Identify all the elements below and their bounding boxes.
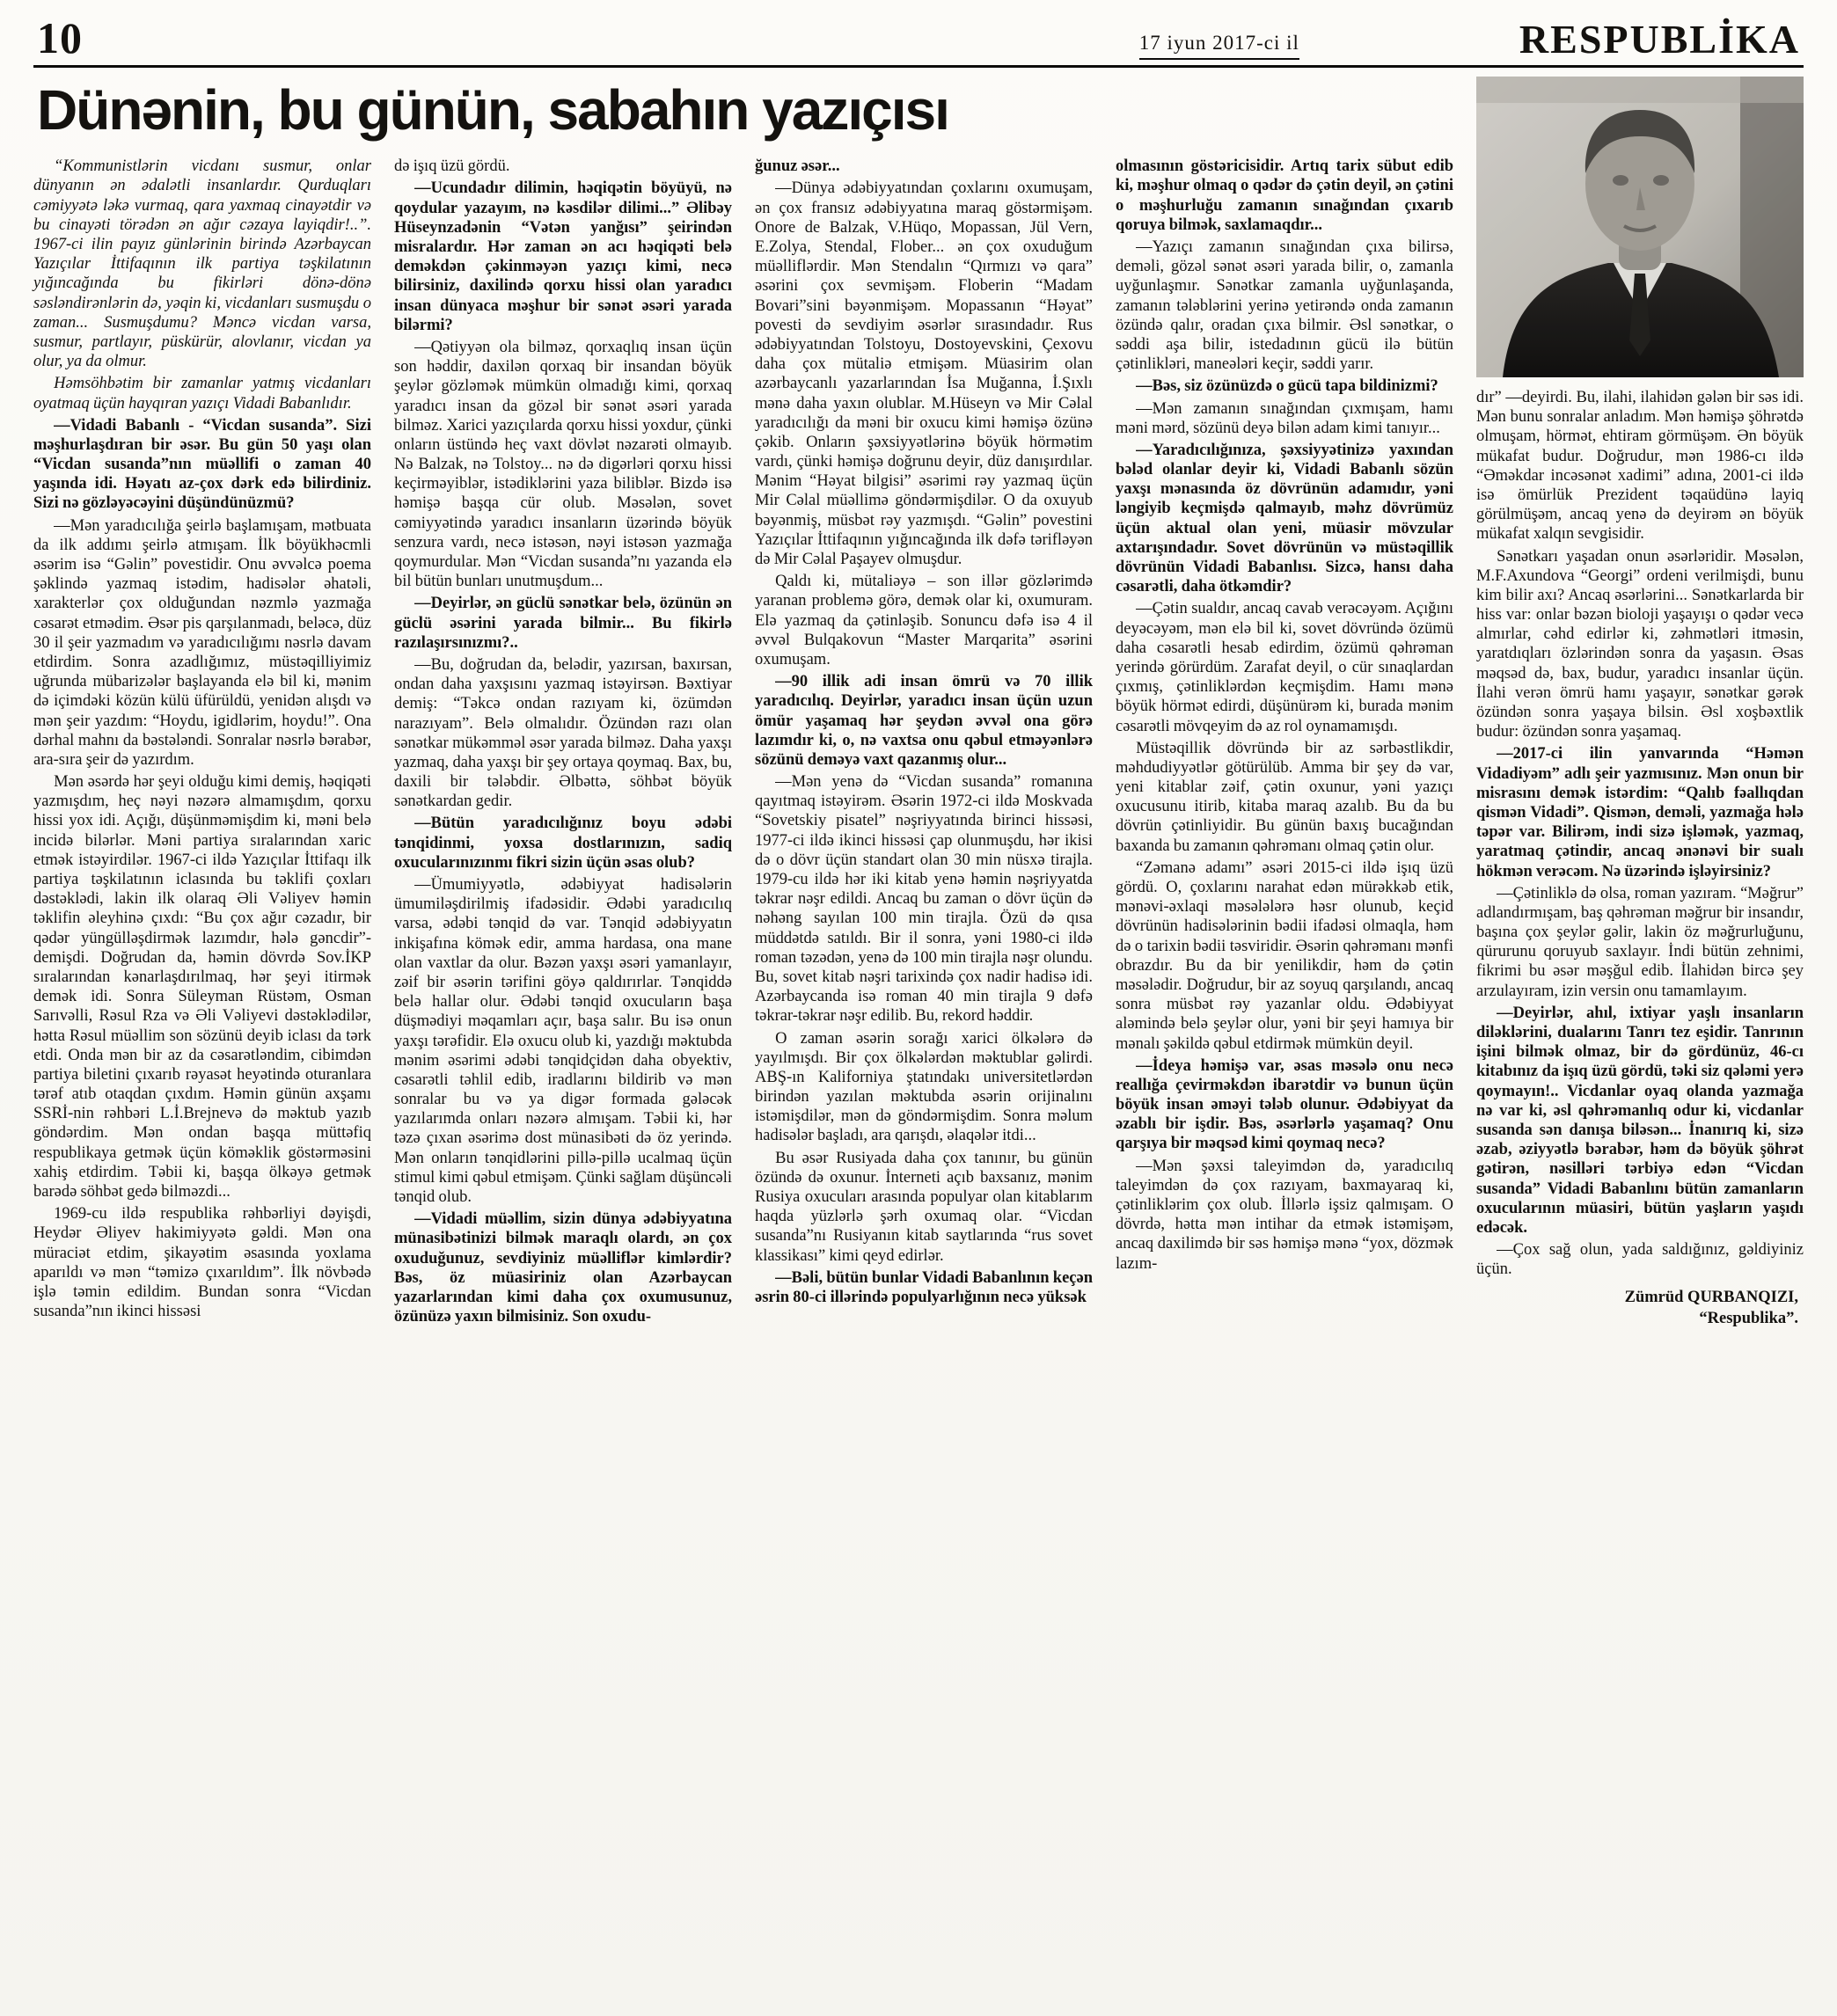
page-number: 10 bbox=[37, 13, 83, 62]
article-column-4 bbox=[1116, 157, 1453, 1329]
article-paragraph: —Vidadi Babanlı - “Vicdan susanda”. Sizi məşhurlaşdıran bir əsər. Bu gün 50 yaşı olan “Vicdan susanda”nın müəllifi o zaman 40 yaşında idi. Həyatı az-çox dərk edə bilirdiniz. Sizi nə gözləyəcəyini düşündünüzmü? bbox=[33, 416, 371, 513]
article-paragraph: —Bütün yaradıcılığınız boyu ədəbi tənqidinmi, yoxsa dostlarınızın, sadiq oxucularınızınmı fikri sizin üçün əsas olub? bbox=[394, 814, 732, 872]
article-paragraph: “Zəmanə adamı” əsəri 2015-ci ildə işıq üzü gördü. O, çoxlarını narahat edən mürəkkəb etik, mənəvi-əxlaqi məsələlərə həsr olunub, keçid dövrünün hadisələrinin bədii ifadəsi olmaqla, həm də o tarixin bədii təsviridir. Əsərin qəhrəmanı mənfi obrazdır. Bu da bir yenilikdir, həm də çətin məsələdir. Doğrudur, bir az soyuq qarşılandı, ancaq sonra müsbət rəy yazanlar oldu. Ədəbiyyat aləmində belə şeylər olur, yəni bir şeyi hamıya bir mənalı şəkildə qəbul etdirmək mümkün deyil. bbox=[1116, 858, 1453, 1053]
article-column-1 bbox=[33, 157, 371, 1329]
article-paragraph: —Mən zamanın sınağından çıxmışam, hamı məni mərd, sözünü deyə bilən adam kimi tanıyır... bbox=[1116, 399, 1453, 437]
article-columns bbox=[33, 157, 1453, 1329]
article-paragraph: —Yaradıcılığınıza, şəxsiyyətinizə yaxından bələd olanlar deyir ki, Vidadi Babanlı sözün yaxşı mənasında öz dövrünün adamıdır, yəni ləngiyib keçmişdə qalmayıb, məhz dövrümüz üçün aktual olan yeni, müasir mövzular axtarışındadır. Sovet dövrünün və müstəqillik dövrünün Vidadi Babanlısı. Sizcə, hansı daha cəsarətli, daha ötkəmdir? bbox=[1116, 441, 1453, 596]
article-paragraph: —Ucundadır dilimin, həqiqətin böyüyü, nə qoydular yazayım, nə kəsdilər dilimi...” Əlibəy Hüseynzadənin “Vətən yanğısı” şeirindən misralardır. Hər zaman ən acı həqiqəti belə deməkdən çəkinməyən yazıçı kimi, necə bilirsiniz, daxilində qorxu hissi olan yaradıcı insan dünyaca məşhur bir sənət əsəri yarada bilərmi? bbox=[394, 179, 732, 334]
article-paragraph: —Qətiyyən ola bilməz, qorxaqlıq insan üçün son həddir, daxilən qorxaq bir insandan böyük şeylər gözləmək mümkün olmadığı kimi, qorxaq yaradıcı insan da gözəl bir sənət əsəri yarada bilməz. Xarici yazıçılarda qorxu hissi yoxdur, çünki onların üstündə heç vaxt dövlət nəzarəti olmayıb. Nə Balzak, nə Tolstoy... nə də digərləri qorxu hissi keçirməyiblər, istədiklərini yaza biliblər. Bizdə isə həmişə başqa cür olub. Məsələn, sovet cəmiyyətində yaradıcı insanların üzərində böyük senzura vardı, necə istəsən, nəyi istəsən yazmağa qoymurdular. Mən “Vicdan susanda”nı yazanda elə bil bütün bunları unutmuşdum... bbox=[394, 338, 732, 591]
article-paragraph: —Mən yenə də “Vicdan susanda” romanına qayıtmaq istəyirəm. Əsərin 1972-ci ildə Moskvada “Sovetskiy pisatel” nəşriyyatında birinci hissəsi, 1977-ci ildə ikinci hissəsi çap olunmuşdu, hər ikisi də o dövr üçün standart olan 30 min nüsxə tirajla. 1979-cu ildə hər iki kitab yenə həmin nəşriyyatda təkrar nəşr edildi. Ancaq bu zaman o dövr üçün də nəhəng sayılan 100 min tirajla. Özü də qısa müddətdə satıldı. Bir il sonra, yəni 1980-ci ildə roman təzədən, yenə də 100 min tirajla nəşr olundu. Bu, sovet kitab nəşri tarixində çox nadir hadisə idi. Azərbaycanda isə roman 40 min tirajla 9 dəfə təkrar-təkrar nəşr edilib. Bu, rekord həddir. bbox=[755, 773, 1093, 1026]
page-header bbox=[33, 13, 1804, 68]
headline: Dünənin, bu günün, sabahın yazıçısı bbox=[37, 78, 948, 142]
article-paragraph: —Yazıçı zamanın sınağından çıxa bilirsə, deməli, gözəl sənət əsəri yarada bilir, o, zamanla uyğunlaşmır. Sənətkar zamanla uyğunlaşanda, zamanın tələblərini yerinə yetirəndə onda zamanın özündə qalır, oradan çıxa bilmir. Əsl sənətkar, o səddi aşa bilir, istedadının gücü ilə bütün çətinlikləri, maneələri keçir, səddi yarır. bbox=[1116, 238, 1453, 374]
article-paragraph: “Kommunistlərin vicdanı susmur, onlar dünyanın ən ədalətli insanlardır. Qurduqları cəmiyyətə ləkə vurmaq, qara yaxmaq cinayətdir və bu cinayəti törədən ən ağır cəzaya layiqdir!..”. 1967-ci ilin payız günlərinin birində Azərbaycan Yazıçılar İttifaqının ilk partiya təşkilatının yığıncağında bu fikirləri dönə-dönə səsləndirənlərin də, yəqin ki, vicdanları susmuşdu o zaman... Susmuşdumu? Məncə vicdan varsa, susmur, partlayır, püskürür, alovlanır, vicdan ya olur, ya da olmur. bbox=[33, 157, 371, 371]
article-paragraph: —Çətinliklə də olsa, roman yazıram. “Məğrur” adlandırmışam, baş qəhrəman məğrur bir insandır, başına çox şeylər gəlir, lakin öz məğrurluğunu, qürurunu qoruyub saxlayır. İndi bütün zehnimi, fikrimi bu əsər məşğul edib. İlahidən bircə şey arzulayıram, izin versin onu tamamlayım. bbox=[1476, 884, 1804, 1000]
article-paragraph: —Bəli, bütün bunlar Vidadi Babanlının keçən əsrin 80-ci illərində populyarlığının necə yüksək bbox=[755, 1268, 1093, 1306]
article-paragraph: dır” —deyirdi. Bu, ilahi, ilahidən gələn bir səs idi. Mən bunu sonralar anladım. Mən həmişə şöhrətdə olmuşam, hörmət, ehtiram görmüşəm. Ən böyük mükafat budur. Doğrudur, mən 1986-cı ildə “Əməkdar incəsənət xadimi” adına, 2001-ci ildə isə ömürlük Prezident təqaüdünə layiq görülmüşəm, ancaq yenə də deyirəm ən böyük mükafat xalqın sevgisidir. bbox=[1476, 389, 1804, 544]
article-paragraph: də işıq üzü gördü. bbox=[394, 157, 510, 176]
article-paragraph: 1969-cu ildə respublika rəhbərliyi dəyişdi, Heydər Əliyev hakimiyyətə gəldi. Mən ona müraciət etdim, şikayətim əsasında yoxlama aparıldı və mən “təmizə çıxarıldım”. İlk növbədə işlə təmin edildim. Bundan sonra “Vicdan susanda”nın ikinci hissəsi bbox=[33, 1205, 371, 1321]
article-column-5 bbox=[1476, 388, 1804, 1279]
article-paragraph: —Vidadi müəllim, sizin dünya ədəbiyyatına münasibətinizi bilmək maraqlı olardı, ən çox oxuduğunuz, sevdiyiniz müəlliflər kimlərdir? Bəs, öz müasiriniz olan Azərbaycan yazarlarından kimi daha çox oxumusunuz, özünüzə yaxın bilmisiniz. Son oxudu- bbox=[394, 1210, 732, 1326]
article-paragraph: —İdeya həmişə var, əsas məsələ onu necə reallığa çevirməkdən ibarətdir və bunun üçün böyük insan əməyi tələb olunur. Ədəbiyyat da əzablı bir işdir. Bəs, əsərlərlə yaşamaq? Onu qarşıya bir məqsəd kimi qoymaq necə? bbox=[1116, 1056, 1453, 1153]
portrait-photo-art bbox=[1476, 77, 1804, 377]
signature-name: Zümrüd QURBANQIZI, bbox=[1624, 1289, 1798, 1307]
article-paragraph: —90 illik adi insan ömrü və 70 illik yaradıcılıq. Deyirlər, yaradıcı insan üçün uzun ömür yaşamaq hər şeydən əvvəl ona görə lazımdır ki, o, nə vaxtsa onu qəbul etməyənlərə sözünü deməyə vaxt qazanmış olur... bbox=[755, 673, 1093, 769]
article-signature bbox=[1476, 1288, 1804, 1328]
article-paragraph: Sənətkarı yaşadan onun əsərləridir. Məsələn, M.F.Axundova “Georgi” ordeni verilmişdi, bunu kim bilir axı? Ancaq əsərlərini... Sənətkarlarda bir hiss var: onlar bəzən bioloji yaşayışı o qədər vecə almırlar, cəhd edirlər ki, zəhmətləri itməsin, yaratdıqları özlərindən sonra da yaşasın. Əsas məqsəd də, bax, budur, yaradıcı insanlar üçün. İlahi verən ömrü hamı yaşayır, sənətkar gərək özündən sonra yaşaya bilsin. Əsl xoşbəxtlik budur: özündən sonra yaşamaq. bbox=[1476, 547, 1804, 741]
article-column-2 bbox=[394, 157, 732, 1329]
article-right-block bbox=[1476, 77, 1804, 1329]
article bbox=[33, 77, 1804, 1329]
article-column-3 bbox=[755, 157, 1093, 1329]
article-paragraph: —2017-ci ilin yanvarında “Həmən Vidadiyəm” adlı şeir yazmısınız. Mən onun bir misrasını demək istərdim: “Qalıb fəallıqdan qismən Vidadi”. Qismən, deməli, yazmağa hələ təpər var. Bilirəm, indi sizə işləmək, yazmaq, yaratmaq çətindir, ancaq ənənəvi bir sualı hökmən verəcəm. Nə üzərində işləyirsiniz? bbox=[1476, 745, 1804, 880]
article-left-block bbox=[33, 77, 1453, 1329]
article-paragraph: —Bu, doğrudan da, belədir, yazırsan, baxırsan, ondan daha yaxşısını yazmaq istəyirsən. Bəxtiyar demiş: “Təkcə ondan razıyam ki, özümdən narazıyam”. Belə olmalıdır. Özündən razı olan sənətkar mükəmməl əsər yarada bilməz. Daha yaxşı yazmaq, daha yaxşı bir şey ortaya qoymaq. Bax, bu, daxili bir tələbdir. Əlbəttə, söhbət böyük sənətkardan gedir. bbox=[394, 655, 732, 811]
portrait-photo bbox=[1476, 77, 1804, 377]
article-paragraph: —Deyirlər, ən güclü sənətkar belə, özünün ən güclü əsərini yarada bilmir... Bu fikirlə razılaşırsınızmı?.. bbox=[394, 595, 732, 652]
article-paragraph: —Çətin sualdır, ancaq cavab verəcəyəm. Açığını deyəcəyəm, mən elə bil ki, sovet dövründə özümü daha cəsarətli hesab edirdim, özümü qəhrəman yerində görürdüm. Zarafat deyil, o cür sınaqlardan çıxmış, çətinliklərdən keçmişdim. Hamı mənə böyük hörmət edirdi, düşünürəm ki, burada mənim cəsarətli mövqeyim də az rol oynamamışdı. bbox=[1116, 600, 1453, 735]
article-paragraph: —Dünya ədəbiyyatından çoxlarını oxumuşam, ən çox fransız ədəbiyyatına maraq göstərmişəm. Onore de Balzak, V.Hüqo, Mopassan, Jül Vern, E.Zolya, Stendal, Flober... ən çox oxuduğum müəlliflərdir. Mən Stendalın “Qırmızı və qara” əsərini çox sevmişəm. Floberin “Madam Bovari”sini bəyənmişəm. Mopassanın “Həyat” povesti də sevdiyim əsərlər sırasındadır. Rus ədəbiyyatından Tolstoyu, Dostoyevskini, Çexovu daha çox mütaliə etmişəm. Müasirim olan azərbaycanlı yazarlarından İsa Muğanna, İ.Şıxlı mənə daha yaxın olublar. M.Hüseyn və Mir Cəlal yaradıcılığı da məni bir oxucu kimi həmişə özünə çəkib. Onların şəxsiyyətlərinə böyük hörmətim vardı, çünki həmişə doğrunu deyir, düz danışırdılar. Mənim “Həyat bilgisi” əsərimi rəy yazmaq üçün Mir Cəlal müəllimə göndərmişdilər. O da oxuyub bəyənmiş, müsbət rəy yazmışdı. “Gəlin” povestini Yazıçılar İttifaqının yığıncağında ilk dəfə tərifləyən də Mir Cəlal Paşayev olmuşdur. bbox=[755, 179, 1093, 569]
article-paragraph: Mən əsərdə hər şeyi olduğu kimi demiş, həqiqəti yazmışdım, heç nəyi nəzərə almamışdım, qorxu hissi yox idi. Açığı, düşünməmişdim ki, məni belə incidə bilərlər. Məni partiya sıralarından xaric etmək istəyirdilər. 1967-ci ildə Yazıçılar İttifaqı ilk partiya təşkilatının iclasında bu təklifi çoxları dəstəklədi, lakin ilk olaraq Əli Vəliyev həmin təklifin əleyhinə çıxdı: “Bu çox ağır cəzadır, bir qədər yüngülləşdirmək lazımdır, hələ gəncdir”- demişdi. Doğrudan da, həmin dövrdə Sov.İKP sıralarından kənarlaşdırılmaq, hər şeyi itirmək demək idi. Sonra Süleyman Rüstəm, Osman Sarıvəlli, Rəsul Rza və Əli Vəliyevi dəstəklədilər, hətta Rəsul müəllim son sözünü deyib iclası da tərk etdi. Onda mən bir az da cəsarətləndim, cibimdən partiya biletini çıxarıb rəyasət heyətində oturanlara tərəf atıb otaqdan çıxdım. Həmin günün axşamı SSRİ-nin rəhbəri L.İ.Brejnevə də məktub yazıb göndərdim. Mən ondan başqa müttəfiq respublikaya getmək üçün köməklik göstərməsini xahiş etdirdim. Təbii ki, başqa ölkəyə getmək barədə söhbət gedə bilməzdi... bbox=[33, 773, 371, 1202]
article-paragraph: olmasının göstəricisidir. Artıq tarix sübut edib ki, məşhur olmaq o qədər də çətin deyil, ən çətini o məşhurluğu zamanın sınağından çıxarıb qoruya bilmək, saxlamaqdır... bbox=[1116, 157, 1453, 234]
article-paragraph: Qaldı ki, mütaliəyə – son illər gözlərimdə yaranan problemə görə, demək olar ki, oxumuram. Elə yazmaq da çətinləşib. Sonuncu dəfə isə 4 il əvvəl Bulqakovun “Master Marqarita” əsərini oxumuşam. bbox=[755, 573, 1093, 668]
article-paragraph: Həmsöhbətim bir zamanlar yatmış vicdanları oyatmaq üçün hayqıran yazıçı Vidadi Babanlıdır. bbox=[33, 375, 371, 413]
article-paragraph: —Mən şəxsi taleyimdən də, yaradıcılıq taleyimdən də çox razıyam, baxmayaraq ki, çətinliklərim çox olub. İllərlə işsiz qalmışam. O dövrdə, hətta mən intihar da etmək istəmişəm, ancaq daxilimdə bir səs həmişə mənə “yox, dözmək lazım- bbox=[1116, 1157, 1453, 1273]
article-paragraph: Bu əsər Rusiyada daha çox tanınır, bu günün özündə də oxunur. İnterneti açıb baxsanız, mənim Rusiya oxucuları arasında populyar olan kitablarım haqda yüzlərlə şərh oxumaq olar. “Vicdan susanda”nı Rusiyanın kitab saytlarında “rus sovet klassikası” kimi qeyd edirlər. bbox=[755, 1149, 1093, 1265]
article-paragraph: —Çox sağ olun, yada saldığınız, gəldiyiniz üçün. bbox=[1476, 1241, 1804, 1279]
article-paragraph: O zaman əsərin sorağı xarici ölkələrə də yayılmışdı. Bir çox ölkələrdən məktublar gəlirdi. ABŞ-ın Kaliforniya ştatındakı universitetlərdən birindən yazılan məktubda əsərin orijinalını istəmişdilər, mən də göndərmişdim. Sonra məlum hadisələr başladı, ara qarışdı, əlaqələr itdi... bbox=[755, 1029, 1093, 1145]
signature-source: “Respublika”. bbox=[1699, 1309, 1798, 1327]
masthead: RESPUBLİKA bbox=[1519, 17, 1800, 62]
article-paragraph: —Ümumiyyətlə, ədəbiyyat hadisələrin ümumiləşdirilmiş ifadəsidir. Ədəbi yaradıcılıq varsa, ədəbi tənqid də var. Tənqid ədəbiyyatın inkişafına kömək edir, amma hardasa, ona mane olan vaxtlar da olur. Bəzən yaxşı əsəri yamanlayır, zəif bir əsərin tərifini göyə qaldırırlar. Tənqiddə belə hallar olur. Ədəbi tənqid oxucuların başa düşmədiyi məqamları açır, başa salır. Bu isə onun yaxşı tərəfidir. Elə oxucu olub ki, yazdığı məktubda mənim əsərimi ədəbi tənqidçidən daha obyektiv, cəsarətli təhlil edib, iradlarını bildirib və mən sonralar bu və ya digər formada gələcək yazılarımda onları nəzərə almışam. Təbii ki, hər təzə çıxan əsərimə dost münasibəti də öz yerində. Mən onların tənqidlərini pillə-pillə ucalmaq üçün stimul kimi qəbul etmişəm. Çünki sağlam düşüncəli tənqid olub. bbox=[394, 876, 732, 1207]
article-paragraph: ğunuz əsər... bbox=[755, 157, 840, 176]
article-paragraph: Müstəqillik dövründə bir az sərbəstlikdir, məhdudiyyətlər götürülüb. Amma bir şey də var, yeni kitablar zəif, çətin oxunur, yəni yazıçı oxucusunu itirib, kitaba maraq azalıb. Bu da bu dövrün çətinliyidir. Bu günün baxış bucağından baxanda bu zamanın qəhrəmanı olmaq çətin olur. bbox=[1116, 739, 1453, 855]
article-paragraph: —Mən yaradıcılığa şeirlə başlamışam, mətbuata da ilk addımı şeirlə atmışam. İlk böyükhəcmli əsərim isə “Gəlin” povestidir. Onu əvvəlcə poema şəklində yazmaq istədim, hadisələr əhatəli, xarakterlər çox olduğundan nəzmlə yazmağa cəsarət etmədim. Əsər pis qarşılanmadı, beləcə, düz 30 il şeir yazmadım və yaradıcılığımı nəsrlə davam etdirdim. Sonra azadlığımız, müstəqilliyimiz uğrunda mübarizələr başlayanda elə bil ki, mənim də içimdəki közün külü üfürüldü, yenidən alışdı və mən şeir yazdım: “Hoydu, igidlərim, hoydu!”. Ona dərhal mahnı da bəstələndi. Sonralar nəsrlə bərabər, ara-sıra şeir də yazırdım. bbox=[33, 516, 371, 769]
article-paragraph: —Deyirlər, ahıl, ixtiyar yaşlı insanların diləklərini, dualarını Tanrı tez eşidir. Tanrının işini bilmək olmaz, bir də gördünüz, 46-cı kitabınız da işıq üzü gördü, təki siz qələmi yerə qoymayın!.. Vicdanlar oyaq olanda yazmağa nə var ki, əsl qəhrəmanlıq odur ki, vicdanlar susanda sən danışa biləsən... İnanırıq ki, sizə əzab, əziyyətlə bərabər, həm də böyük şöhrət gətirən, nəsilləri tərbiyə edən “Vicdan susanda” Vidadi Babanlını bütün zamanların oxucularının müasiri, bütün yaşların yaşıdı edəcək. bbox=[1476, 1004, 1804, 1237]
article-paragraph: —Bəs, siz özünüzdə o gücü tapa bildinizmi? bbox=[1136, 377, 1438, 396]
issue-date: 17 iyun 2017-ci il bbox=[1139, 32, 1299, 60]
